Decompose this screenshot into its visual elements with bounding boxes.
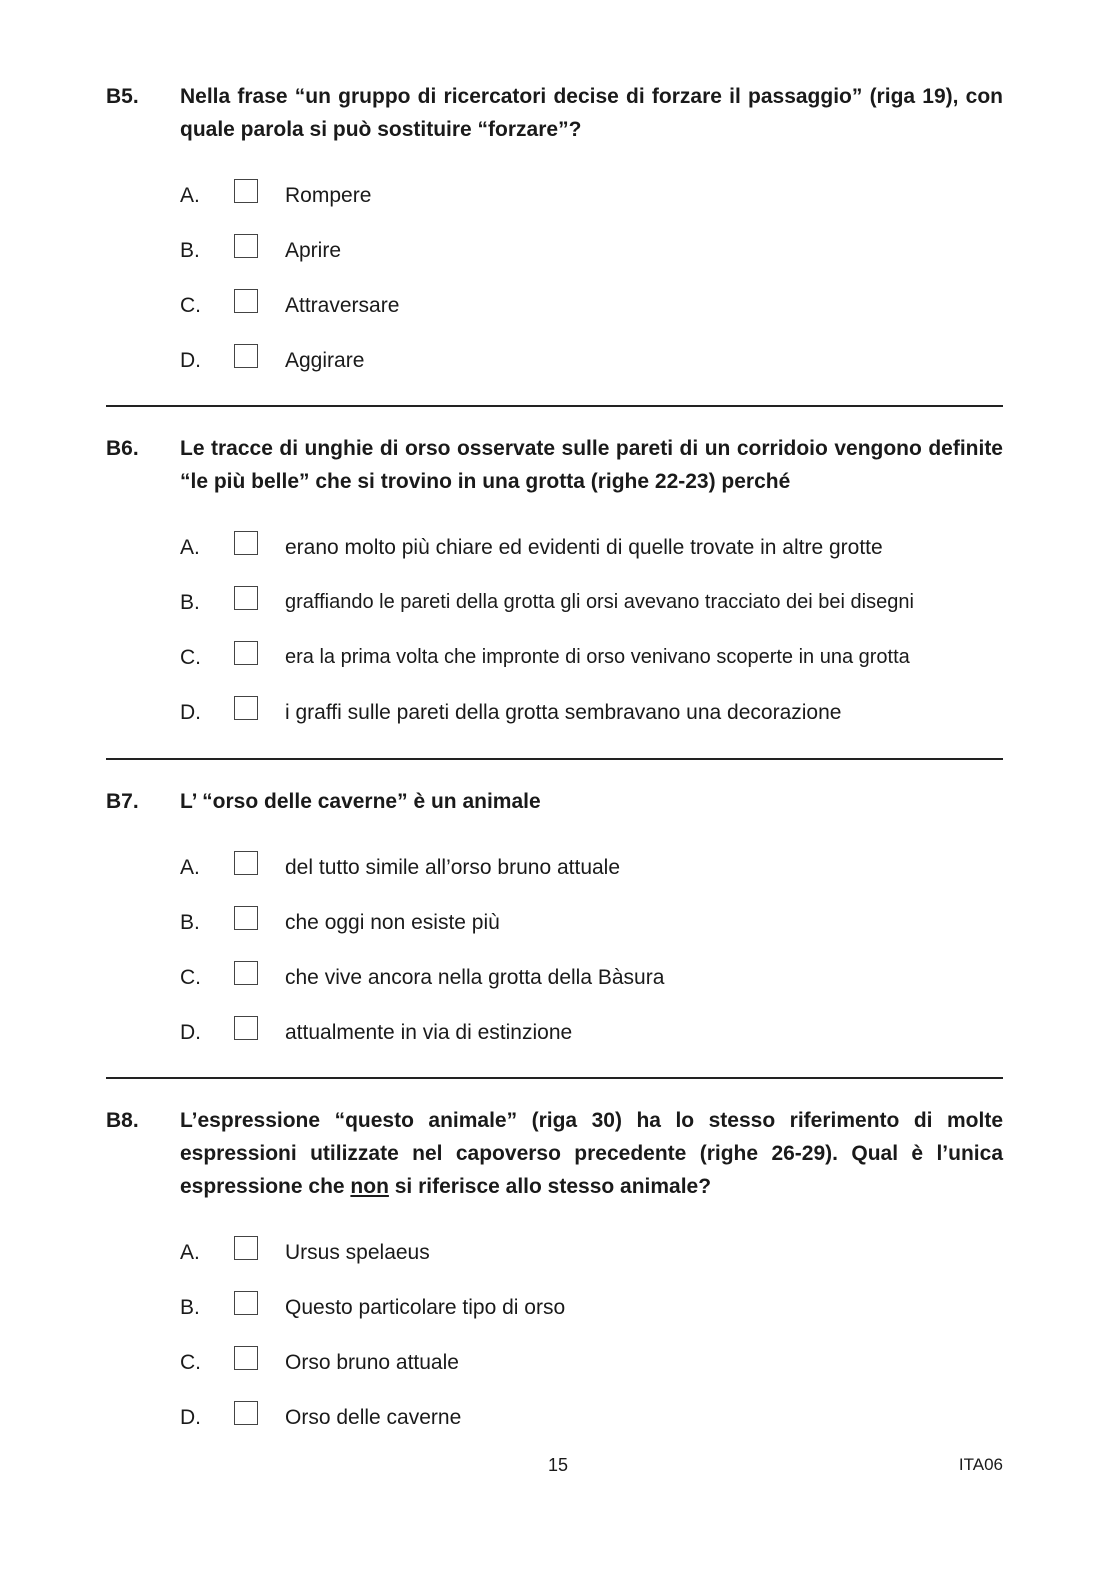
answer-checkbox[interactable] (234, 1291, 258, 1315)
option-d[interactable] (180, 333, 1003, 388)
answer-checkbox[interactable] (234, 344, 258, 368)
option-text: Ursus spelaeus (285, 1240, 430, 1264)
question-b7 (106, 785, 1003, 1060)
option-letter: C. (180, 1350, 201, 1374)
option-text: che oggi non esiste più (285, 910, 500, 934)
question-text: Le tracce di unghie di orso osservate sulle pareti di un corridoio vengono definite “le più belle” che si trovino in una grotta (righe 22-23) perché (180, 437, 1003, 493)
option-letter: A. (180, 183, 200, 207)
option-c[interactable] (180, 1335, 1003, 1390)
answer-checkbox[interactable] (234, 586, 258, 610)
option-text: i graffi sulle pareti della grotta sembravano una decorazione (285, 700, 842, 724)
option-text: Orso delle caverne (285, 1405, 462, 1429)
answer-checkbox[interactable] (234, 179, 258, 203)
option-letter: C. (180, 645, 201, 669)
option-letter: D. (180, 348, 201, 372)
answer-checkbox[interactable] (234, 1016, 258, 1040)
option-text: Attraversare (285, 293, 400, 317)
question-text-part: si riferisce allo stesso animale? (388, 1175, 712, 1198)
emphasis-underline: non (350, 1175, 389, 1198)
option-d[interactable] (180, 1005, 1003, 1060)
option-text: Orso bruno attuale (285, 1350, 459, 1374)
section-divider (106, 405, 1003, 407)
option-c[interactable] (180, 950, 1003, 1005)
option-letter: B. (180, 1295, 200, 1319)
option-text: erano molto più chiare ed evidenti di quelle trovate in altre grotte (285, 535, 883, 559)
option-text: Rompere (285, 183, 372, 207)
option-d[interactable] (180, 1390, 1003, 1445)
answer-checkbox[interactable] (234, 531, 258, 555)
question-number: B5. (106, 85, 139, 108)
answer-checkbox[interactable] (234, 1346, 258, 1370)
question-text: L’ “orso delle caverne” è un animale (180, 790, 541, 813)
answer-checkbox[interactable] (234, 851, 258, 875)
question-text: Nella frase “un gruppo di ricercatori decise di forzare il passaggio” (riga 19), con quale parola si può sostituire “forzare”? (180, 85, 1003, 141)
answer-options (180, 840, 1003, 1060)
option-a[interactable] (180, 840, 1003, 895)
option-text: del tutto simile all’orso bruno attuale (285, 855, 621, 879)
option-a[interactable] (180, 168, 1003, 223)
answer-options (180, 168, 1003, 388)
answer-options (180, 1225, 1003, 1445)
answer-checkbox[interactable] (234, 906, 258, 930)
option-letter: C. (180, 965, 201, 989)
option-c[interactable] (180, 630, 1003, 685)
option-a[interactable] (180, 1225, 1003, 1280)
answer-checkbox[interactable] (234, 234, 258, 258)
section-divider (106, 758, 1003, 760)
option-text: Aprire (285, 238, 342, 262)
option-letter: C. (180, 293, 201, 317)
answer-checkbox[interactable] (234, 1236, 258, 1260)
question-b5 (106, 80, 1003, 388)
option-letter: B. (180, 238, 200, 262)
option-c[interactable] (180, 278, 1003, 333)
option-text: Questo particolare tipo di orso (285, 1295, 566, 1319)
question-text-part: L’espressione “questo animale” (riga 30) ha lo stesso riferimento di molte espressioni utilizzate nel capoverso precedente (righe 26-29). Qual è l’unica espressione che (180, 1109, 1003, 1198)
page-number: 15 (547, 1455, 569, 1475)
option-letter: B. (180, 910, 200, 934)
answer-checkbox[interactable] (234, 961, 258, 985)
answer-checkbox[interactable] (234, 1401, 258, 1425)
question-number: B6. (106, 437, 139, 460)
option-letter: A. (180, 855, 200, 879)
document-code: ITA06 (958, 1455, 1003, 1474)
option-letter: A. (180, 535, 200, 559)
option-letter: D. (180, 1020, 201, 1044)
option-letter: D. (180, 1405, 201, 1429)
option-letter: D. (180, 700, 201, 724)
option-a[interactable] (180, 520, 1003, 575)
option-letter: B. (180, 590, 200, 614)
answer-checkbox[interactable] (234, 641, 258, 665)
section-divider (106, 1077, 1003, 1079)
question-b6 (106, 432, 1003, 740)
option-text: era la prima volta che impronte di orso venivano scoperte in una grotta (285, 646, 910, 668)
question-b8 (106, 1104, 1003, 1445)
option-text: che vive ancora nella grotta della Bàsura (285, 965, 665, 989)
question-number: B8. (106, 1109, 139, 1132)
question-number: B7. (106, 790, 139, 813)
option-text: Aggirare (285, 348, 365, 372)
option-text: graffiando le pareti della grotta gli orsi avevano tracciato dei bei disegni (285, 591, 914, 613)
option-b[interactable] (180, 575, 1003, 630)
answer-options (180, 520, 1003, 740)
option-d[interactable] (180, 685, 1003, 740)
option-b[interactable] (180, 1280, 1003, 1335)
answer-checkbox[interactable] (234, 289, 258, 313)
option-letter: A. (180, 1240, 200, 1264)
option-b[interactable] (180, 895, 1003, 950)
option-b[interactable] (180, 223, 1003, 278)
answer-checkbox[interactable] (234, 696, 258, 720)
question-text (180, 1104, 1003, 1203)
option-text: attualmente in via di estinzione (285, 1020, 573, 1044)
